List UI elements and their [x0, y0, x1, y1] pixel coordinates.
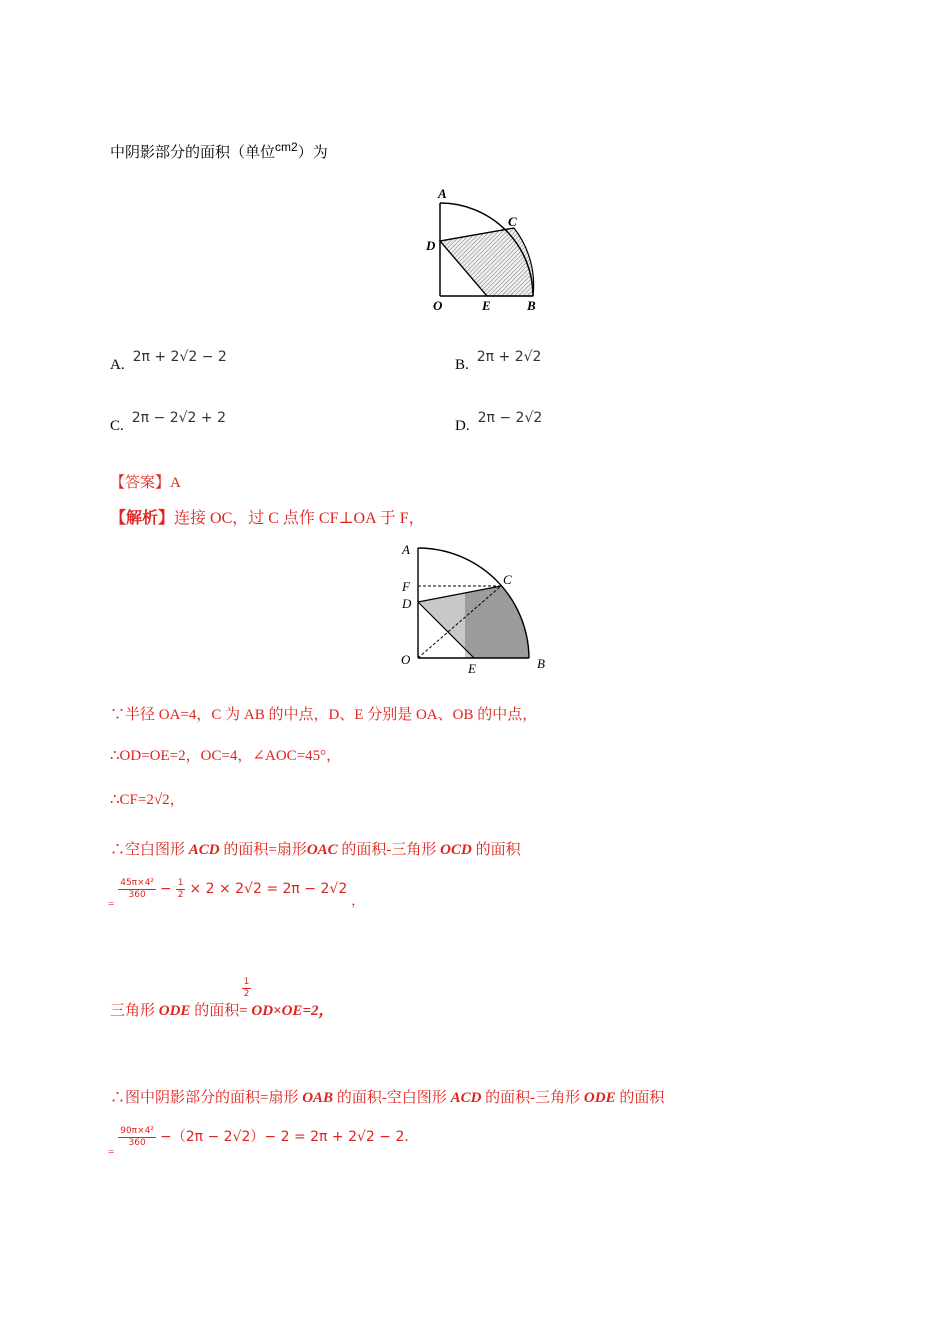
step-2: ∴OD=OE=2，OC=4，∠AOC=45°，: [110, 748, 342, 764]
label-b: B: [537, 656, 545, 671]
label-o: O: [401, 652, 411, 667]
step-6: ∴图中阴影部分的面积=扇形 OAB 的面积-空白图形 ACD 的面积-三角形 ODE 的面积: [110, 1090, 665, 1106]
label-d: D: [426, 238, 436, 253]
figure-solution: [398, 538, 558, 680]
label-o: O: [433, 298, 443, 313]
label-a: A: [402, 542, 410, 557]
shaded-dark: [418, 586, 529, 658]
fraction-half-2: $\frac{1}{2}$: [243, 977, 250, 999]
label-c: C: [503, 572, 512, 587]
equation-1: $_=$ $\frac{\text{45π×4²}}{360}$ − $\frac{1}{2}$ × 2 × 2√2 = 2π − 2√2 $_,$: [108, 878, 365, 911]
answer-line: 【答案】A: [110, 475, 181, 491]
label-c: C: [508, 214, 517, 229]
option-a[interactable]: A. 2π + 2√2 − 2: [110, 349, 227, 373]
step-4: ∴空白图形 ACD 的面积=扇形OAC 的面积-三角形 OCD 的面积: [110, 842, 521, 858]
label-f: F: [402, 579, 410, 594]
option-c[interactable]: C. 2π − 2√2 + 2: [110, 410, 227, 434]
question-text: 中阴影部分的面积（单位$^{cm2}$）为: [110, 140, 328, 161]
label-d: D: [402, 596, 412, 611]
option-d[interactable]: D. 2π − 2√2: [455, 410, 543, 434]
fraction-90pi: $\frac{\text{90π×4²}}{360}$: [120, 1126, 154, 1148]
figure-quarter-circle: [420, 182, 550, 314]
label-b: B: [527, 298, 536, 313]
label-a: A: [438, 186, 447, 201]
fraction-45pi: $\frac{\text{45π×4²}}{360}$: [120, 878, 154, 900]
step-5: 三角形 ODE 的面积= $\frac{1}{2}$ OD×OE=2，: [110, 977, 334, 1019]
label-e: E: [468, 661, 476, 676]
analysis-line: 【解析】连接 OC，过 C 点作 CF⊥OA 于 F，: [110, 510, 425, 527]
equation-2: $_=$ $\frac{\text{90π×4²}}{360}$ −（2π − 2√2）− 2 = 2π + 2√2 − 2．: [108, 1126, 419, 1159]
step-3: ∴CF=2√2，: [110, 792, 185, 808]
option-b[interactable]: B. 2π + 2√2: [455, 349, 542, 373]
label-e: E: [482, 298, 491, 313]
step-1: ∵半径 OA=4，C 为 AB 的中点，D、E 分别是 OA、OB 的中点，: [110, 707, 538, 723]
fraction-half: $\frac{1}{2}$: [177, 878, 184, 900]
